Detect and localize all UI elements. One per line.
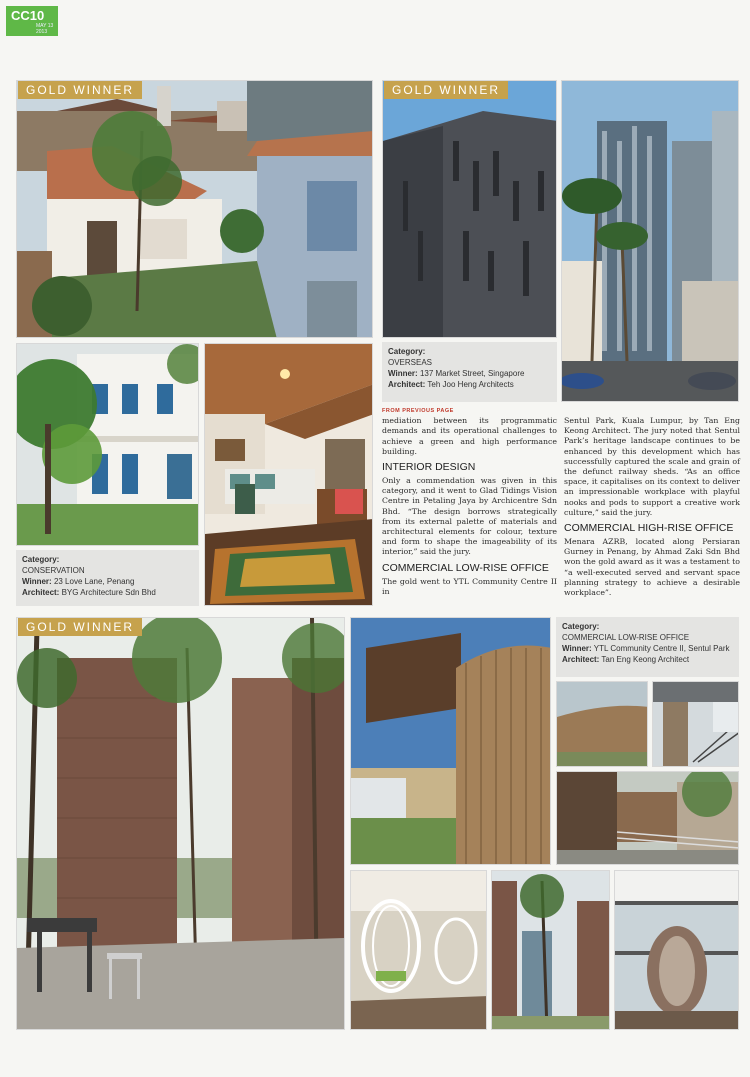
article-column-left [382, 406, 557, 599]
article-paragraph: Sentul Park, Kuala Lumpur, by Tan Eng Keong Architect. The jury noted that Sentul Park’s heritage landscape continues to be enhanced by this development which has successfully captured the scale and grain of the defunct railway sheds. “As an office space, it capitalises on its context to deliver an impressionable workplace with playful nooks and pods to support a creative work culture,” said the jury. [564, 416, 740, 517]
photo-ytl-curved-wall [556, 681, 648, 767]
photo-market-street-street [561, 80, 739, 402]
article-paragraph: Menara AZRB, located along Persiaran Gurney in Penang, by Ahmad Zaki Sdn Bhd won the gold award as it was a testament to “a well-executed served and servant space planning strategy to achieve a desirable workplace”. [564, 537, 740, 598]
architect-value: Tan Eng Keong Architect [601, 655, 690, 664]
architect-value: BYG Architecture Sdn Bhd [61, 588, 156, 597]
photo-ytl-timber-facade [350, 617, 551, 865]
photo-ytl-brick-courtyard [491, 870, 610, 1030]
category-label: Category: [388, 347, 426, 356]
photo-ytl-brick-walls [16, 617, 345, 1030]
gold-winner-badge-overseas: GOLD WINNER [384, 81, 508, 99]
photo-ytl-corridor [556, 771, 739, 865]
photo-love-lane-facade [16, 343, 199, 546]
photo-ytl-stairs [652, 681, 739, 767]
architect-label: Architect: [22, 588, 60, 597]
winner-label: Winner: [562, 644, 592, 653]
photo-love-lane-courtyard [16, 80, 373, 338]
article-paragraph: mediation between its programmatic demands and its operational challenges to achieve a green and high performance building. [382, 416, 557, 456]
architect-label: Architect: [388, 380, 426, 389]
from-previous-page: FROM PREVIOUS PAGE [382, 408, 454, 414]
photo-love-lane-bedroom [204, 343, 373, 606]
caption-conservation [16, 550, 199, 606]
photo-ytl-spiral-stair [614, 870, 739, 1030]
gold-winner-badge-lowrise: GOLD WINNER [18, 618, 142, 636]
architect-value: Teh Joo Heng Architects [427, 380, 514, 389]
subhead-high-rise-office: COMMERCIAL HIGH-RISE OFFICE [564, 522, 734, 535]
section-tag [6, 6, 58, 36]
category-label: Category: [22, 555, 60, 564]
gold-winner-badge-conservation: GOLD WINNER [18, 81, 142, 99]
winner-value: YTL Community Centre II, Sentul Park [593, 644, 730, 653]
winner-value: 137 Market Street, Singapore [419, 369, 525, 378]
category-label: Category: [562, 622, 600, 631]
category-value: CONSERVATION [22, 566, 85, 575]
category-value: COMMERCIAL LOW-RISE OFFICE [562, 633, 690, 642]
article-paragraph: Only a commendation was given in this category, and it went to Glad Tidings Vision Centre in Petaling Jaya by Archicentre Sdn Bhd. “The design borrows strategically from its external palette of materials and architectural elements for colour, texture and form to shape the imageability of its interior,” said the jury. [382, 476, 557, 557]
category-value: OVERSEAS [388, 358, 433, 367]
section-code: CC10 [11, 8, 45, 23]
winner-value: 23 Love Lane, Penang [53, 577, 135, 586]
winner-label: Winner: [22, 577, 52, 586]
article-paragraph: The gold went to YTL Community Centre II in [382, 576, 557, 596]
photo-market-street-facade [382, 80, 557, 338]
caption-overseas [382, 342, 557, 402]
architect-label: Architect: [562, 655, 600, 664]
caption-lowrise [556, 617, 739, 677]
subhead-low-rise-office: COMMERCIAL LOW-RISE OFFICE [382, 561, 549, 574]
winner-label: Winner: [388, 369, 418, 378]
article-column-right [564, 416, 740, 600]
subhead-interior-design: INTERIOR DESIGN [382, 461, 476, 474]
issue-date: MAY 13 2013 [36, 23, 54, 35]
photo-ytl-pod-interior [350, 870, 487, 1030]
